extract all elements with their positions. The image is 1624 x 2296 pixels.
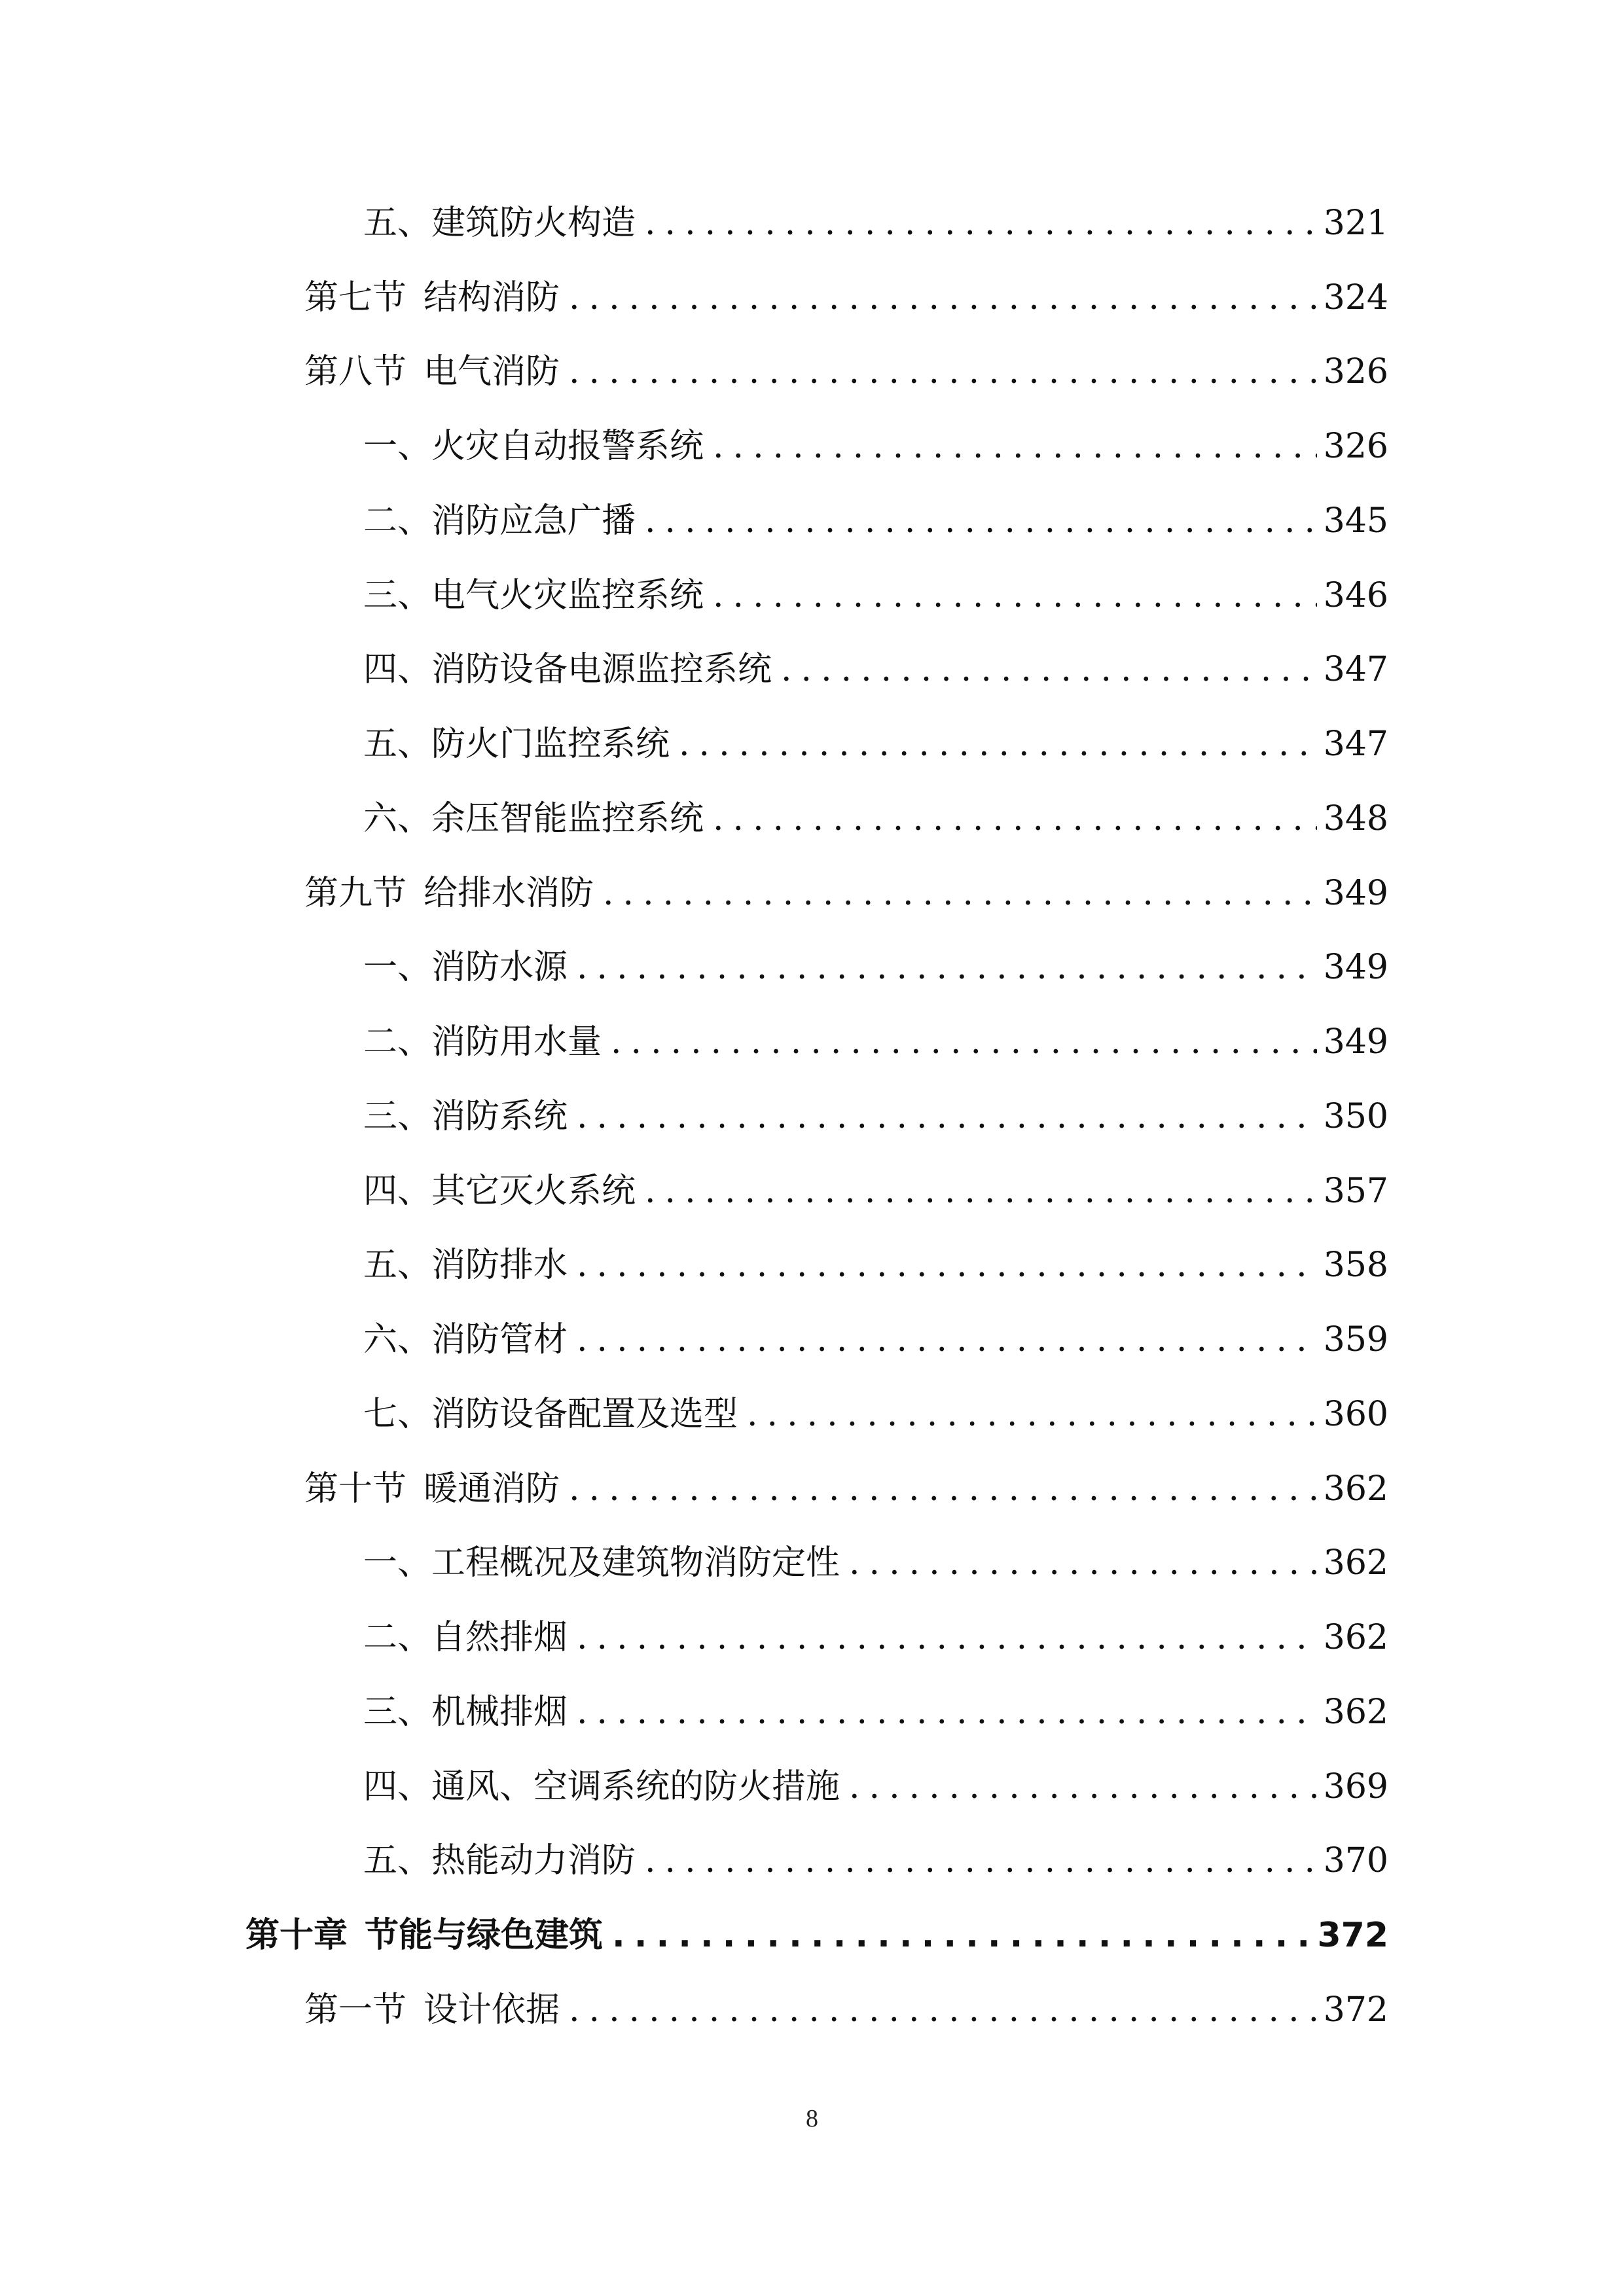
entry-number: 五、 xyxy=(363,1841,432,1880)
entry-number: 二、 xyxy=(363,1618,432,1657)
entry-number: 三、 xyxy=(363,576,432,615)
entry-page-number: 326 xyxy=(1323,352,1388,391)
toc-entry-chapter[interactable] xyxy=(245,1909,1388,1962)
dot-leader xyxy=(713,420,1317,473)
dot-leader xyxy=(781,643,1317,696)
entry-page-number: 347 xyxy=(1323,725,1388,764)
dot-leader xyxy=(713,793,1317,845)
entry-label xyxy=(304,1463,569,1515)
entry-number: 三、 xyxy=(363,1097,432,1136)
entry-label xyxy=(363,1314,577,1366)
entry-title: 自然排烟 xyxy=(431,1618,568,1657)
dot-leader xyxy=(577,941,1317,994)
dot-leader xyxy=(747,1388,1317,1441)
entry-label xyxy=(363,1388,747,1441)
entry-title: 其它灭火系统 xyxy=(431,1172,636,1211)
entry-number: 第七节 xyxy=(304,278,407,317)
entry-number: 二、 xyxy=(363,1022,432,1062)
dot-leader xyxy=(849,1761,1317,1813)
dot-leader xyxy=(679,718,1317,770)
toc-entry[interactable] xyxy=(304,346,1388,398)
entry-page-number: 358 xyxy=(1323,1246,1388,1285)
entry-title: 消防管材 xyxy=(431,1320,568,1359)
entry-number: 一、 xyxy=(363,1543,432,1583)
toc-entry[interactable] xyxy=(363,495,1388,547)
entry-page-number: 349 xyxy=(1323,948,1388,987)
entry-page-number: 348 xyxy=(1323,799,1388,838)
page-number: 8 xyxy=(806,2105,818,2132)
entry-label xyxy=(363,495,645,547)
entry-page-number: 362 xyxy=(1323,1543,1388,1583)
toc-entry[interactable] xyxy=(363,420,1388,473)
entry-number: 第一节 xyxy=(304,1990,407,2030)
entry-page-number: 369 xyxy=(1323,1767,1388,1806)
entry-label xyxy=(363,1165,645,1217)
entry-page-number: 349 xyxy=(1323,1022,1388,1062)
entry-title: 工程概况及建筑物消防定性 xyxy=(431,1543,840,1583)
entry-title: 消防系统 xyxy=(431,1097,568,1136)
entry-label xyxy=(363,643,781,696)
toc-entry[interactable] xyxy=(304,1463,1388,1515)
toc-entry[interactable] xyxy=(363,1761,1388,1813)
entry-title: 电气消防 xyxy=(424,352,560,391)
entry-page-number: 362 xyxy=(1323,1693,1388,1732)
entry-label xyxy=(363,1239,577,1291)
entry-label xyxy=(304,867,603,920)
entry-page-number: 326 xyxy=(1323,427,1388,466)
entry-label xyxy=(363,420,713,473)
entry-title: 设计依据 xyxy=(424,1990,560,2030)
dot-leader xyxy=(569,1984,1317,2036)
entry-page-number: 324 xyxy=(1323,278,1388,317)
dot-leader xyxy=(577,1611,1317,1664)
entry-number: 一、 xyxy=(363,427,432,466)
entry-title: 给排水消防 xyxy=(424,874,594,913)
entry-number: 四、 xyxy=(363,1767,432,1806)
entry-title: 热能动力消防 xyxy=(431,1841,636,1880)
toc-entry[interactable] xyxy=(363,1835,1388,1887)
entry-title: 消防设备配置及选型 xyxy=(431,1395,738,1434)
entry-page-number: 347 xyxy=(1323,650,1388,689)
entry-title: 消防用水量 xyxy=(431,1022,602,1062)
toc-entry[interactable] xyxy=(363,1611,1388,1664)
entry-number: 五、 xyxy=(363,204,432,243)
toc-entry[interactable] xyxy=(363,1165,1388,1217)
entry-number: 一、 xyxy=(363,948,432,987)
entry-page-number: 372 xyxy=(1317,1916,1388,1955)
toc-entry[interactable] xyxy=(363,718,1388,770)
entry-number: 第十章 xyxy=(245,1916,348,1955)
entry-page-number: 372 xyxy=(1323,1990,1388,2030)
dot-leader xyxy=(713,569,1317,622)
entry-title: 消防应急广播 xyxy=(431,501,636,541)
entry-number: 五、 xyxy=(363,1246,432,1285)
dot-leader xyxy=(645,1835,1317,1887)
toc-entry[interactable] xyxy=(363,793,1388,845)
toc-entry[interactable] xyxy=(363,1239,1388,1291)
entry-page-number: 321 xyxy=(1323,204,1388,243)
entry-title: 消防设备电源监控系统 xyxy=(431,650,772,689)
entry-title: 通风、空调系统的防火措施 xyxy=(431,1767,840,1806)
dot-leader xyxy=(569,346,1317,398)
entry-title: 消防水源 xyxy=(431,948,568,987)
entry-page-number: 350 xyxy=(1323,1097,1388,1136)
entry-page-number: 345 xyxy=(1323,501,1388,541)
toc-entry[interactable] xyxy=(363,197,1388,249)
entry-title: 结构消防 xyxy=(424,278,560,317)
entry-page-number: 370 xyxy=(1323,1841,1388,1880)
entry-label xyxy=(363,1835,645,1887)
toc-entry[interactable] xyxy=(363,1314,1388,1366)
toc-entry[interactable] xyxy=(363,1537,1388,1589)
entry-label xyxy=(363,1686,577,1738)
toc-entry[interactable] xyxy=(363,941,1388,994)
dot-leader xyxy=(645,1165,1317,1217)
entry-page-number: 349 xyxy=(1323,874,1388,913)
dot-leader xyxy=(569,272,1317,324)
toc-entry[interactable] xyxy=(304,867,1388,920)
toc-entry[interactable] xyxy=(363,1388,1388,1441)
entry-title: 消防排水 xyxy=(431,1246,568,1285)
entry-label xyxy=(363,1537,849,1589)
entry-number: 四、 xyxy=(363,650,432,689)
entry-number: 六、 xyxy=(363,799,432,838)
entry-number: 第十节 xyxy=(304,1469,407,1509)
dot-leader xyxy=(645,197,1317,249)
entry-label xyxy=(363,197,645,249)
toc-entry[interactable] xyxy=(363,643,1388,696)
toc-entry[interactable] xyxy=(363,1016,1388,1068)
entry-label xyxy=(304,272,569,324)
dot-leader xyxy=(577,1686,1317,1738)
entry-label xyxy=(363,941,577,994)
entry-label xyxy=(363,1016,611,1068)
entry-label xyxy=(363,569,713,622)
entry-number: 六、 xyxy=(363,1320,432,1359)
entry-label xyxy=(363,1090,577,1143)
dot-leader xyxy=(849,1537,1317,1589)
toc-entry[interactable] xyxy=(304,272,1388,324)
dot-leader xyxy=(645,495,1317,547)
entry-number: 三、 xyxy=(363,1693,432,1732)
entry-title: 节能与绿色建筑 xyxy=(365,1916,604,1955)
entry-page-number: 362 xyxy=(1323,1469,1388,1509)
entry-number: 七、 xyxy=(363,1395,432,1434)
entry-label xyxy=(304,346,569,398)
dot-leader xyxy=(577,1314,1317,1366)
dot-leader xyxy=(612,1909,1310,1962)
entry-number: 五、 xyxy=(363,725,432,764)
toc-entry[interactable] xyxy=(363,1686,1388,1738)
entry-page-number: 360 xyxy=(1323,1395,1388,1434)
toc-entry[interactable] xyxy=(304,1984,1388,2036)
toc-entry[interactable] xyxy=(363,569,1388,622)
entry-number: 四、 xyxy=(363,1172,432,1211)
entry-label xyxy=(245,1909,612,1962)
dot-leader xyxy=(603,867,1317,920)
entry-title: 火灾自动报警系统 xyxy=(431,427,704,466)
entry-label xyxy=(363,1611,577,1664)
entry-number: 二、 xyxy=(363,501,432,541)
toc-entry[interactable] xyxy=(363,1090,1388,1143)
entry-page-number: 357 xyxy=(1323,1172,1388,1211)
entry-page-number: 346 xyxy=(1323,576,1388,615)
entry-title: 电气火灾监控系统 xyxy=(431,576,704,615)
entry-title: 机械排烟 xyxy=(431,1693,568,1732)
entry-title: 余压智能监控系统 xyxy=(431,799,704,838)
entry-page-number: 359 xyxy=(1323,1320,1388,1359)
entry-number: 第九节 xyxy=(304,874,407,913)
entry-title: 建筑防火构造 xyxy=(431,204,636,243)
entry-number: 第八节 xyxy=(304,352,407,391)
entry-label xyxy=(363,793,713,845)
entry-label xyxy=(304,1984,569,2036)
entry-label xyxy=(363,1761,849,1813)
dot-leader xyxy=(577,1239,1317,1291)
entry-title: 暖通消防 xyxy=(424,1469,560,1509)
dot-leader xyxy=(569,1463,1317,1515)
entry-title: 防火门监控系统 xyxy=(431,725,670,764)
dot-leader xyxy=(577,1090,1317,1143)
entry-page-number: 362 xyxy=(1323,1618,1388,1657)
dot-leader xyxy=(611,1016,1317,1068)
entry-label xyxy=(363,718,679,770)
